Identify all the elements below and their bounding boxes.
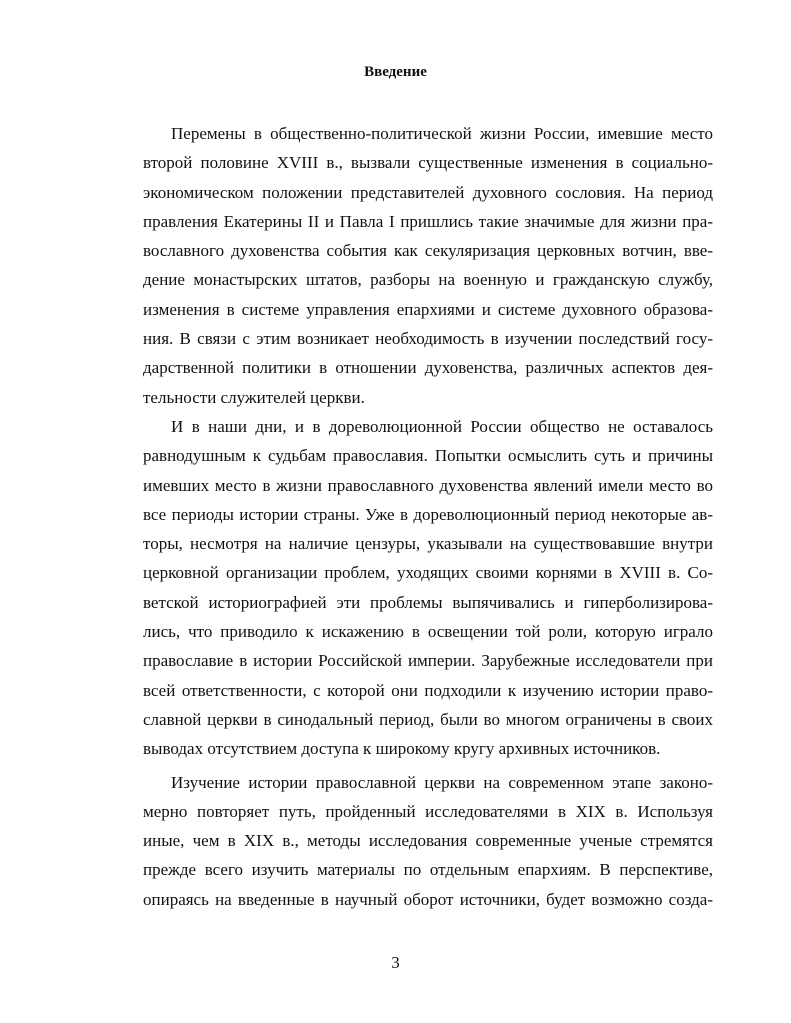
text-line: ния. В связи с этим возникает необходимость в изучении последствий госу- xyxy=(143,329,713,349)
text-line: изменения в системе управления епархиями и системе духовного образова- xyxy=(143,299,713,319)
text-line: торы, несмотря на наличие цензуры, указывали на существовавшие внутри xyxy=(143,534,713,554)
text-line: ветской историографией эти проблемы выпячивались и гиперболизирова- xyxy=(143,592,713,612)
body-text xyxy=(143,119,713,914)
text-line: все периоды истории страны. Уже в дореволюционный период некоторые ав- xyxy=(143,504,713,524)
text-line: церковной организации проблем, уходящих своими корнями в XVIII в. Со- xyxy=(143,563,713,583)
text-line: выводах отсутствием доступа к широкому кругу архивных источников. xyxy=(143,739,661,759)
text-line: тельности служителей церкви. xyxy=(143,387,365,407)
text-line: Перемены в общественно-политической жизни России, имевшие место xyxy=(171,124,713,143)
text-line: правления Екатерины II и Павла I пришлись такие значимые для жизни пра- xyxy=(143,211,713,231)
text-line: дение монастырских штатов, разборы на военную и гражданскую службу, xyxy=(143,270,713,290)
text-line: дарственной политики в отношении духовенства, различных аспектов дея- xyxy=(143,358,713,378)
text-line: Изучение истории православной церкви на современном этапе законо- xyxy=(171,772,713,792)
text-line: И в наши дни, и в дореволюционной России общество не оставалось xyxy=(171,416,713,436)
text-line: равнодушным к судьбам православия. Попытки осмыслить суть и причины xyxy=(143,446,713,466)
text-line: имевших место в жизни православного духовенства явлений имели место во xyxy=(143,475,713,495)
text-line: лись, что приводило к искажению в освещении той роли, которую играло xyxy=(143,622,713,642)
page-number: 3 xyxy=(391,953,400,972)
text-line: мерно повторяет путь, пройденный исследователями в XIX в. Используя xyxy=(143,801,713,821)
paragraph-3 xyxy=(143,768,713,914)
text-line: прежде всего изучить материалы по отдельным епархиям. В перспективе, xyxy=(143,860,713,880)
paragraph-1 xyxy=(143,119,713,412)
page-title: Введение xyxy=(364,64,427,80)
paragraph-2 xyxy=(143,412,713,764)
text-line: всей ответственности, с которой они подходили к изучению истории право- xyxy=(143,680,713,700)
text-line: вославного духовенства события как секуляризация церковных вотчин, вве- xyxy=(143,241,713,261)
text-line: второй половине XVIII в., вызвали существенные изменения в социально- xyxy=(143,153,713,173)
text-line: иные, чем в XIX в., методы исследования современные ученые стремятся xyxy=(143,831,713,851)
text-line: православие в истории Российской империи. Зарубежные исследователи при xyxy=(143,651,713,671)
text-line: славной церкви в синодальный период, были во многом ограничены в своих xyxy=(143,709,713,729)
text-line: экономическом положении представителей духовного сословия. На период xyxy=(143,182,713,202)
text-line: опираясь на введенные в научный оборот источники, будет возможно созда- xyxy=(143,889,713,909)
